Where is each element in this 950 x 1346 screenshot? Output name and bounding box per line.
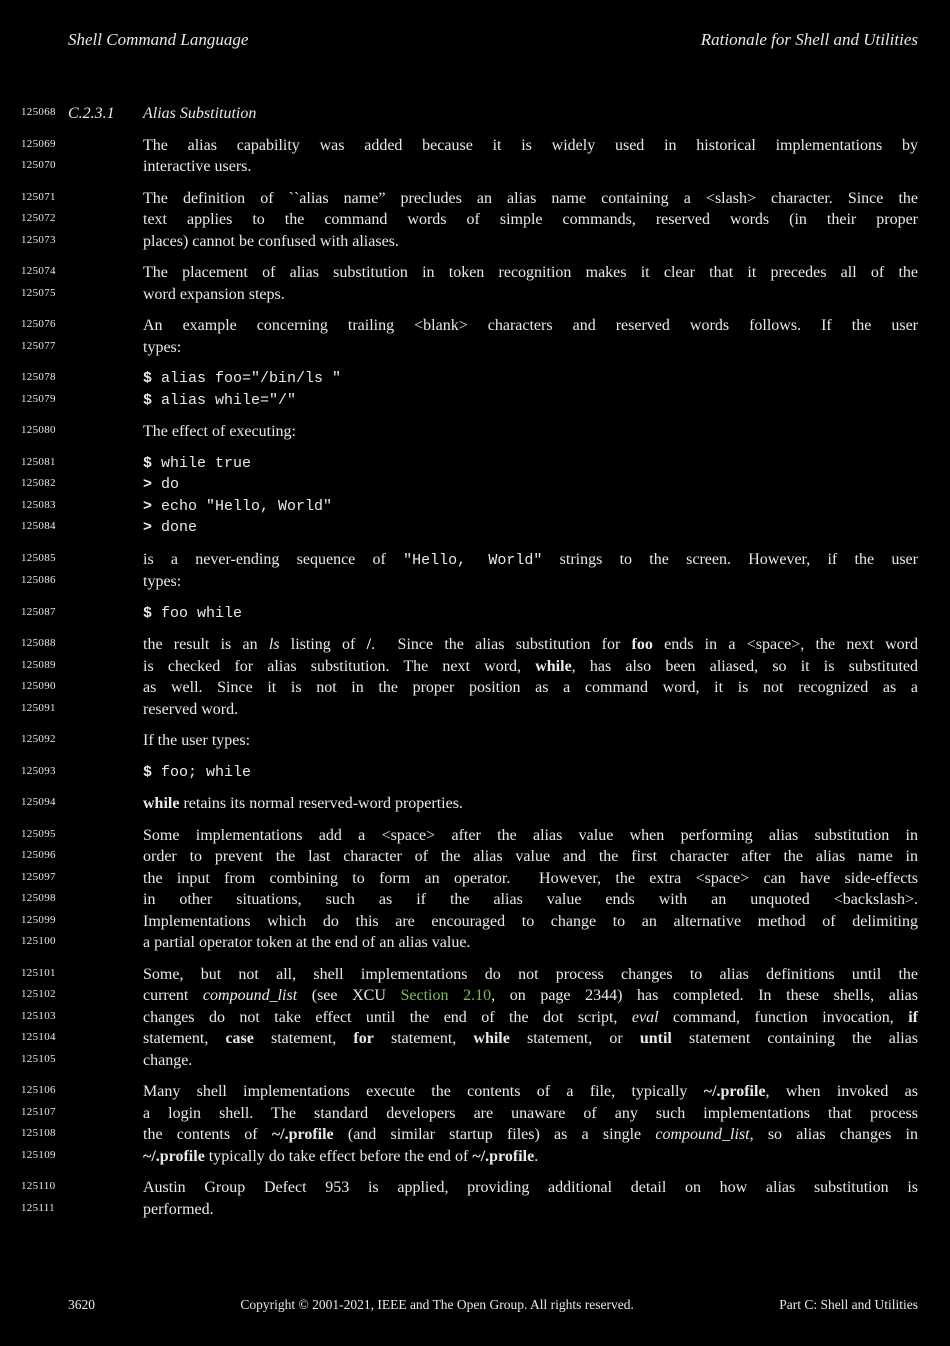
text: The placement of alias substitution in token recognition makes it clear that it precedes all of the bbox=[143, 264, 918, 281]
text: If the user types: bbox=[143, 732, 251, 749]
line-number: 125078 bbox=[21, 371, 56, 383]
line-number: 125073 bbox=[21, 233, 56, 246]
doc-line bbox=[0, 1103, 950, 1125]
code-block bbox=[0, 603, 950, 625]
mono-text: foo; while bbox=[152, 763, 252, 781]
doc-line bbox=[0, 868, 950, 890]
line-number: 125104 bbox=[21, 1031, 56, 1043]
line-text bbox=[143, 889, 918, 911]
doc-line bbox=[0, 1081, 950, 1103]
doc-line bbox=[0, 1177, 950, 1199]
line-text bbox=[143, 571, 918, 593]
document-body bbox=[0, 103, 950, 1220]
line-text bbox=[143, 730, 918, 752]
line-number: 125092 bbox=[21, 733, 56, 745]
doc-line bbox=[0, 964, 950, 986]
mono-text: $ bbox=[143, 604, 153, 622]
line-number: 125069 bbox=[21, 137, 56, 150]
paragraph bbox=[0, 315, 950, 358]
section-heading bbox=[0, 103, 950, 125]
line-number: 125105 bbox=[21, 1052, 56, 1065]
line-text bbox=[143, 1199, 918, 1221]
line-text bbox=[143, 793, 918, 815]
text: statement containing the alias bbox=[671, 1030, 919, 1047]
line-text bbox=[143, 1081, 918, 1103]
mono-text: echo "Hello, World" bbox=[152, 497, 333, 515]
line-number: 125103 bbox=[21, 1009, 56, 1022]
doc-line bbox=[0, 337, 950, 359]
line-number: 125102 bbox=[21, 988, 56, 1000]
line-text bbox=[143, 209, 918, 231]
line-number: 125085 bbox=[21, 551, 56, 564]
line-text bbox=[143, 1146, 918, 1168]
mono-text: while true bbox=[152, 454, 252, 472]
line-text bbox=[143, 1050, 918, 1072]
line-number: 125096 bbox=[21, 849, 56, 861]
header-left-title: Shell Command Language bbox=[68, 30, 249, 49]
mono-text: do bbox=[152, 476, 180, 493]
paragraph bbox=[0, 634, 950, 720]
footer-page-number: 3620 bbox=[68, 1297, 95, 1312]
text: The alias capability was added because it is widely used in historical implementations by bbox=[143, 136, 918, 154]
paragraph bbox=[0, 549, 950, 593]
bold-text: ~/.profile bbox=[703, 1083, 766, 1100]
text: . bbox=[534, 1147, 539, 1165]
line-text bbox=[143, 825, 918, 847]
line-text bbox=[143, 337, 918, 359]
line-text bbox=[143, 156, 918, 178]
text: ends in a <space>, the next word bbox=[652, 636, 919, 653]
mono-text: alias while="/" bbox=[152, 391, 297, 409]
text: places) cannot be confused with aliases. bbox=[143, 232, 399, 250]
line-text bbox=[143, 135, 918, 157]
text: , so alias changes in bbox=[749, 1126, 919, 1143]
mono-text: $ bbox=[143, 370, 153, 387]
mono-text: done bbox=[152, 519, 198, 536]
footer-part-title: Part C: Shell and Utilities bbox=[779, 1297, 918, 1312]
line-number: 125076 bbox=[21, 318, 56, 330]
paragraph bbox=[0, 964, 950, 1072]
text: types: bbox=[143, 338, 182, 356]
doc-line bbox=[0, 135, 950, 157]
doc-line bbox=[0, 517, 950, 539]
line-number: 125079 bbox=[21, 392, 56, 405]
line-text bbox=[143, 231, 918, 253]
text: strings to the screen. However, if the user bbox=[542, 550, 918, 568]
doc-line bbox=[0, 634, 950, 656]
doc-line bbox=[0, 1199, 950, 1221]
code-line-text bbox=[143, 762, 918, 784]
line-number: 125098 bbox=[21, 892, 56, 904]
doc-line bbox=[0, 156, 950, 178]
line-text bbox=[143, 1103, 918, 1125]
section-title: Alias Substitution bbox=[143, 105, 257, 122]
doc-line bbox=[0, 453, 950, 475]
line-text bbox=[143, 188, 918, 210]
line-text bbox=[143, 284, 918, 306]
text: statement, or bbox=[509, 1030, 640, 1047]
bold-text: if bbox=[908, 1008, 919, 1026]
line-number: 125088 bbox=[21, 637, 56, 649]
paragraph bbox=[0, 1177, 950, 1220]
line-text bbox=[143, 421, 918, 443]
line-text bbox=[143, 911, 918, 933]
line-number: 125077 bbox=[21, 339, 56, 352]
bold-text: while bbox=[535, 657, 572, 675]
bold-text: / bbox=[366, 636, 372, 653]
doc-line bbox=[0, 474, 950, 496]
text: the result is an bbox=[143, 636, 269, 653]
italic-text: compound_list bbox=[655, 1126, 750, 1143]
doc-line bbox=[0, 825, 950, 847]
text: The definition of ``alias name” precludes an alias name containing a <slash> character. Since the bbox=[143, 189, 918, 207]
text: is checked for alias substitution. The next word, bbox=[143, 657, 536, 675]
line-number: 125109 bbox=[21, 1148, 56, 1161]
paragraph bbox=[0, 825, 950, 954]
mono-text: > bbox=[143, 519, 153, 536]
bold-text: for bbox=[353, 1030, 374, 1047]
line-number: 125071 bbox=[21, 190, 56, 203]
bold-text: while bbox=[143, 795, 180, 812]
line-number: 125100 bbox=[21, 935, 56, 947]
text: change. bbox=[143, 1051, 193, 1069]
text: the input from combining to form an operator. However, the extra <space> can have side-effects bbox=[143, 869, 918, 887]
text: Many shell implementations execute the contents of a file, typically bbox=[143, 1083, 704, 1100]
line-number: 125099 bbox=[21, 913, 56, 926]
line-number: 125084 bbox=[21, 520, 56, 532]
text: as well. Since it is not in the proper position as a command word, it is not recognized as a bbox=[143, 679, 918, 696]
line-number: 125072 bbox=[21, 212, 56, 224]
paragraph bbox=[0, 135, 950, 178]
line-text bbox=[143, 932, 918, 954]
line-number: 125091 bbox=[21, 701, 56, 714]
doc-line bbox=[0, 677, 950, 699]
text: the contents of bbox=[143, 1126, 272, 1143]
code-line-text bbox=[143, 603, 918, 625]
text: , has also been aliased, so it is substituted bbox=[571, 657, 918, 675]
line-text bbox=[143, 1124, 918, 1146]
line-text bbox=[143, 846, 918, 868]
text: , when invoked as bbox=[765, 1083, 919, 1100]
text: (and similar startup files) as a single bbox=[333, 1126, 656, 1143]
mono-text: $ bbox=[143, 391, 153, 409]
bold-text: foo bbox=[631, 636, 653, 653]
paragraph bbox=[0, 421, 950, 443]
bold-text: ~/.profile bbox=[271, 1126, 334, 1143]
link-section-2-10[interactable]: Section 2.10 bbox=[400, 987, 492, 1004]
mono-text: $ bbox=[143, 454, 153, 472]
line-number: 125075 bbox=[21, 286, 56, 299]
mono-text: alias foo="/bin/ls " bbox=[152, 370, 342, 387]
footer-copyright: Copyright © 2001-2021, IEEE and The Open Group. All rights reserved. bbox=[240, 1297, 634, 1312]
line-number: 125101 bbox=[21, 966, 56, 979]
text: types: bbox=[143, 573, 182, 590]
paragraph bbox=[0, 793, 950, 815]
text: word expansion steps. bbox=[143, 285, 285, 303]
text: The effect of executing: bbox=[143, 423, 296, 440]
doc-line bbox=[0, 889, 950, 911]
text: interactive users. bbox=[143, 158, 252, 175]
line-number: 125082 bbox=[21, 477, 56, 489]
text: Implementations which do this are encouraged to change to an alternative method of delimiting bbox=[143, 912, 918, 930]
bold-text: until bbox=[639, 1030, 672, 1047]
line-number: 125111 bbox=[21, 1201, 55, 1214]
text: listing of bbox=[279, 636, 367, 653]
line-number: 125080 bbox=[21, 424, 56, 436]
text: a partial operator token at the end of an alias value. bbox=[143, 934, 471, 951]
doc-line bbox=[0, 571, 950, 593]
mono-text: > bbox=[143, 476, 153, 493]
doc-line bbox=[0, 1007, 950, 1029]
header-right-title: Rationale for Shell and Utilities bbox=[700, 30, 918, 49]
bold-text: ~/.profile bbox=[143, 1147, 205, 1165]
text: a login shell. The standard developers are unaware of any such implementations that process bbox=[143, 1104, 918, 1122]
running-footer bbox=[68, 1297, 918, 1313]
code-block bbox=[0, 762, 950, 784]
line-text bbox=[143, 868, 918, 890]
line-text bbox=[143, 315, 918, 337]
line-number: 125108 bbox=[21, 1127, 56, 1139]
line-text bbox=[143, 1007, 918, 1029]
line-text bbox=[143, 262, 918, 284]
text: is a never-ending sequence of bbox=[143, 550, 404, 568]
line-number: 125095 bbox=[21, 827, 56, 840]
line-number: 125094 bbox=[21, 796, 56, 808]
text: statement, bbox=[143, 1030, 226, 1047]
line-number: 125083 bbox=[21, 498, 56, 511]
doc-line bbox=[0, 496, 950, 518]
mono-text: "Hello, World" bbox=[403, 551, 543, 569]
doc-line bbox=[0, 188, 950, 210]
doc-line bbox=[0, 793, 950, 815]
doc-line bbox=[0, 911, 950, 933]
paragraph bbox=[0, 730, 950, 752]
doc-line bbox=[0, 846, 950, 868]
line-number: 125106 bbox=[21, 1084, 56, 1096]
code-line-text bbox=[143, 390, 918, 412]
doc-line bbox=[0, 603, 950, 625]
text: changes do not take effect until the end of the dot script, bbox=[143, 1008, 632, 1026]
doc-line bbox=[0, 315, 950, 337]
code-line-text bbox=[143, 474, 918, 496]
line-number: 125068 bbox=[21, 106, 56, 118]
code-block bbox=[0, 453, 950, 539]
paragraph bbox=[0, 262, 950, 305]
paragraph bbox=[0, 1081, 950, 1167]
paragraph bbox=[0, 188, 950, 253]
code-block bbox=[0, 368, 950, 411]
text: Austin Group Defect 953 is applied, providing additional detail on how alias substitution is bbox=[143, 1179, 918, 1196]
text: statement, bbox=[373, 1030, 474, 1047]
text: current bbox=[143, 987, 203, 1004]
line-number: 125097 bbox=[21, 870, 56, 883]
text: retains its normal reserved-word properties. bbox=[179, 795, 463, 812]
text: performed. bbox=[143, 1200, 214, 1218]
code-line-text bbox=[143, 453, 918, 475]
mono-text: > bbox=[143, 497, 153, 515]
text: (see XCU bbox=[297, 987, 401, 1004]
italic-text: eval bbox=[631, 1008, 659, 1026]
doc-line bbox=[0, 985, 950, 1007]
doc-line bbox=[0, 262, 950, 284]
doc-line bbox=[0, 932, 950, 954]
text: in other situations, such as if the alias value ends with an unquoted <backslash>. bbox=[143, 891, 918, 908]
doc-line bbox=[0, 1050, 950, 1072]
text: Some implementations add a <space> after the alias value when performing alias substitution in bbox=[143, 826, 918, 844]
line-number: 125070 bbox=[21, 159, 56, 171]
line-text bbox=[143, 985, 918, 1007]
line-text bbox=[143, 677, 918, 699]
doc-line bbox=[0, 368, 950, 390]
doc-line bbox=[0, 284, 950, 306]
code-line-text bbox=[143, 368, 918, 390]
doc-line bbox=[0, 1124, 950, 1146]
italic-text: compound_list bbox=[202, 987, 298, 1004]
running-header bbox=[68, 30, 918, 50]
text: command, function invocation, bbox=[658, 1008, 909, 1026]
doc-line bbox=[0, 1028, 950, 1050]
line-number: 125093 bbox=[21, 764, 56, 777]
line-number: 125089 bbox=[21, 658, 56, 671]
bold-text: ~/.profile bbox=[472, 1147, 535, 1165]
line-text bbox=[143, 964, 918, 986]
doc-line bbox=[0, 390, 950, 412]
bold-text: case bbox=[225, 1030, 254, 1047]
text: . Since the alias substitution for bbox=[371, 636, 632, 653]
text: Some, but not all, shell implementations do not process changes to alias definitions until the bbox=[143, 965, 918, 983]
doc-line bbox=[0, 656, 950, 678]
text: , on page 2344) has completed. In these shells, alias bbox=[491, 987, 919, 1004]
text: statement, bbox=[253, 1030, 354, 1047]
italic-text: ls bbox=[268, 636, 280, 653]
doc-line bbox=[0, 231, 950, 253]
code-line-text bbox=[143, 517, 918, 539]
doc-line bbox=[0, 421, 950, 443]
line-number: 125107 bbox=[21, 1105, 56, 1118]
line-number: 125087 bbox=[21, 605, 56, 618]
line-number: 125074 bbox=[21, 265, 56, 277]
doc-line bbox=[0, 730, 950, 752]
text: order to prevent the last character of the alias value and the first character after the alias name in bbox=[143, 848, 918, 865]
doc-line bbox=[0, 1146, 950, 1168]
doc-line bbox=[0, 549, 950, 572]
line-text bbox=[143, 1177, 918, 1199]
line-text bbox=[143, 1028, 918, 1050]
doc-line bbox=[0, 699, 950, 721]
line-number: 125081 bbox=[21, 455, 56, 468]
text: reserved word. bbox=[143, 700, 239, 718]
mono-text: foo while bbox=[152, 604, 243, 622]
code-line-text bbox=[143, 496, 918, 518]
doc-line bbox=[0, 209, 950, 231]
line-text bbox=[143, 549, 918, 572]
paragraph-blocks bbox=[0, 135, 950, 1221]
line-number: 125090 bbox=[21, 680, 56, 692]
section-number: C.2.3.1 bbox=[68, 105, 115, 122]
line-text bbox=[143, 634, 918, 656]
line-text bbox=[143, 656, 918, 678]
bold-text: while bbox=[473, 1030, 510, 1047]
text: typically do take effect before the end of bbox=[204, 1147, 473, 1165]
text: An example concerning trailing <blank> characters and reserved words follows. If the user bbox=[143, 317, 918, 334]
mono-text: $ bbox=[143, 763, 153, 781]
line-number: 125086 bbox=[21, 574, 56, 586]
text: text applies to the command words of simple commands, reserved words (in their proper bbox=[143, 211, 918, 228]
line-number: 125110 bbox=[21, 1180, 56, 1192]
doc-line bbox=[0, 762, 950, 784]
line-text bbox=[143, 699, 918, 721]
